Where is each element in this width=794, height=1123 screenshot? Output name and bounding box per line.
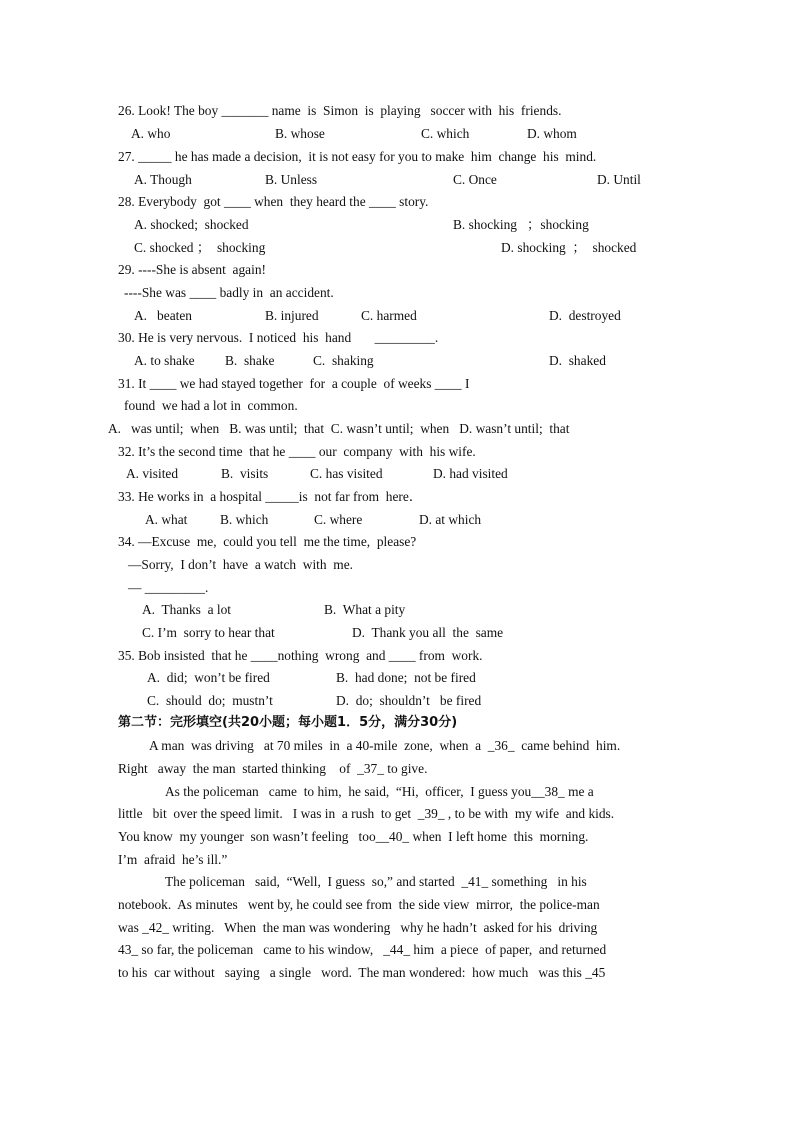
text-line: D. shaked — [549, 353, 606, 368]
text-line: C. Once — [453, 172, 497, 187]
text-line: You know my younger son wasn’t feeling too__40_ when I left home this morning. — [118, 829, 589, 844]
text-line: 26. Look! The boy _______ name is Simon is playing soccer with his friends. — [118, 103, 562, 118]
text-line: As the policeman came to him, he said, “Hi, officer, I guess you__38_ me a — [165, 784, 594, 799]
text-line: 31. It ____ we had stayed together for a couple of weeks ____ I — [118, 376, 470, 391]
text-line: C. shocked ； shocking — [134, 240, 266, 255]
text-line: A. what — [145, 512, 188, 527]
text-line: to his car without saying a single word. The man wondered: how much was this _45 — [118, 965, 606, 980]
section-title: 第二节：完形填空(共20小题；每小题1．5分，满分30分) — [118, 715, 458, 730]
text-line: 33. He works in a hospital _____is not far from here． — [118, 489, 423, 504]
text-line: — _________. — [128, 580, 209, 595]
text-line: 32. It’s the second time that he ____ our company with his wife. — [118, 444, 476, 459]
text-line: little bit over the speed limit. I was in a rush to get _39_ , to be with my wife and kids. — [118, 806, 615, 821]
text-line: A. did; won’t be fired — [147, 670, 270, 685]
text-line: D. shocking ； shocked — [501, 240, 637, 255]
text-line: B. What a pity — [324, 602, 406, 617]
text-line: A. Though — [134, 172, 192, 187]
text-line: B. whose — [275, 126, 325, 141]
text-line: I’m afraid he’s ill.” — [118, 852, 228, 867]
text-line: B. visits — [221, 466, 269, 481]
text-line: 28. Everybody got ____ when they heard the ____ story. — [118, 194, 429, 209]
text-line: A man was driving at 70 miles in a 40-mile zone, when a _36_ came behind him. — [149, 738, 621, 753]
text-line: 35. Bob insisted that he ____nothing wrong and ____ from work. — [118, 648, 483, 663]
text-line: —Sorry, I don’t have a watch with me. — [128, 557, 353, 572]
text-line: was _42_ writing. When the man was wondering why he hadn’t asked for his driving — [118, 920, 598, 935]
text-line: A. was until; when B. was until; that C. wasn’t until; when D. wasn’t until; that — [108, 421, 570, 436]
text-line: found we had a lot in common. — [124, 398, 298, 413]
text-line: A. visited — [126, 466, 179, 481]
text-line: C. shaking — [313, 353, 374, 368]
text-line: 30. He is very nervous. I noticed his hand _________. — [118, 330, 439, 345]
text-line: The policeman said, “Well, I guess so,” and started _41_ something in his — [165, 874, 587, 889]
text-line: 43_ so far, the policeman came to his window, _44_ him a piece of paper, and returned — [118, 942, 607, 957]
text-line: notebook. As minutes went by, he could see from the side view mirror, the police-man — [118, 897, 600, 912]
text-line: Right away the man started thinking of _37_ to give. — [118, 761, 428, 776]
text-line: A. shocked; shocked — [134, 217, 249, 232]
text-line: A. who — [131, 126, 171, 141]
text-line: D. had visited — [433, 466, 508, 481]
text-line: C. harmed — [361, 308, 417, 323]
text-line: B. shake — [225, 353, 275, 368]
text-line: 27. _____ he has made a decision, it is not easy for you to make him change his mind. — [118, 149, 597, 164]
text-line: D. destroyed — [549, 308, 621, 323]
text-line: A. to shake — [134, 353, 195, 368]
text-line: C. where — [314, 512, 363, 527]
text-line: A. beaten — [134, 308, 193, 323]
text-line: B. which — [220, 512, 269, 527]
text-line: C. I’m sorry to hear that — [142, 625, 275, 640]
text-line: B. injured — [265, 308, 319, 323]
text-line: ----She was ____ badly in an accident. — [124, 285, 334, 300]
text-line: B. had done; not be fired — [336, 670, 476, 685]
text-line: 34. —Excuse me, could you tell me the time, please? — [118, 534, 417, 549]
text-line: D. do; shouldn’t be fired — [336, 693, 482, 708]
text-line: 29. ----She is absent again! — [118, 262, 266, 277]
text-line: B. shocking ；shocking — [453, 217, 589, 232]
text-line: C. should do; mustn’t — [147, 693, 273, 708]
text-line: D. Until — [597, 172, 641, 187]
text-line: D. whom — [527, 126, 577, 141]
text-line: C. which — [421, 126, 470, 141]
text-line: C. has visited — [310, 466, 383, 481]
text-line: D. Thank you all the same — [352, 625, 504, 640]
text-line: D. at which — [419, 512, 482, 527]
text-line: B. Unless — [265, 172, 318, 187]
text-line: A. Thanks a lot — [142, 602, 232, 617]
